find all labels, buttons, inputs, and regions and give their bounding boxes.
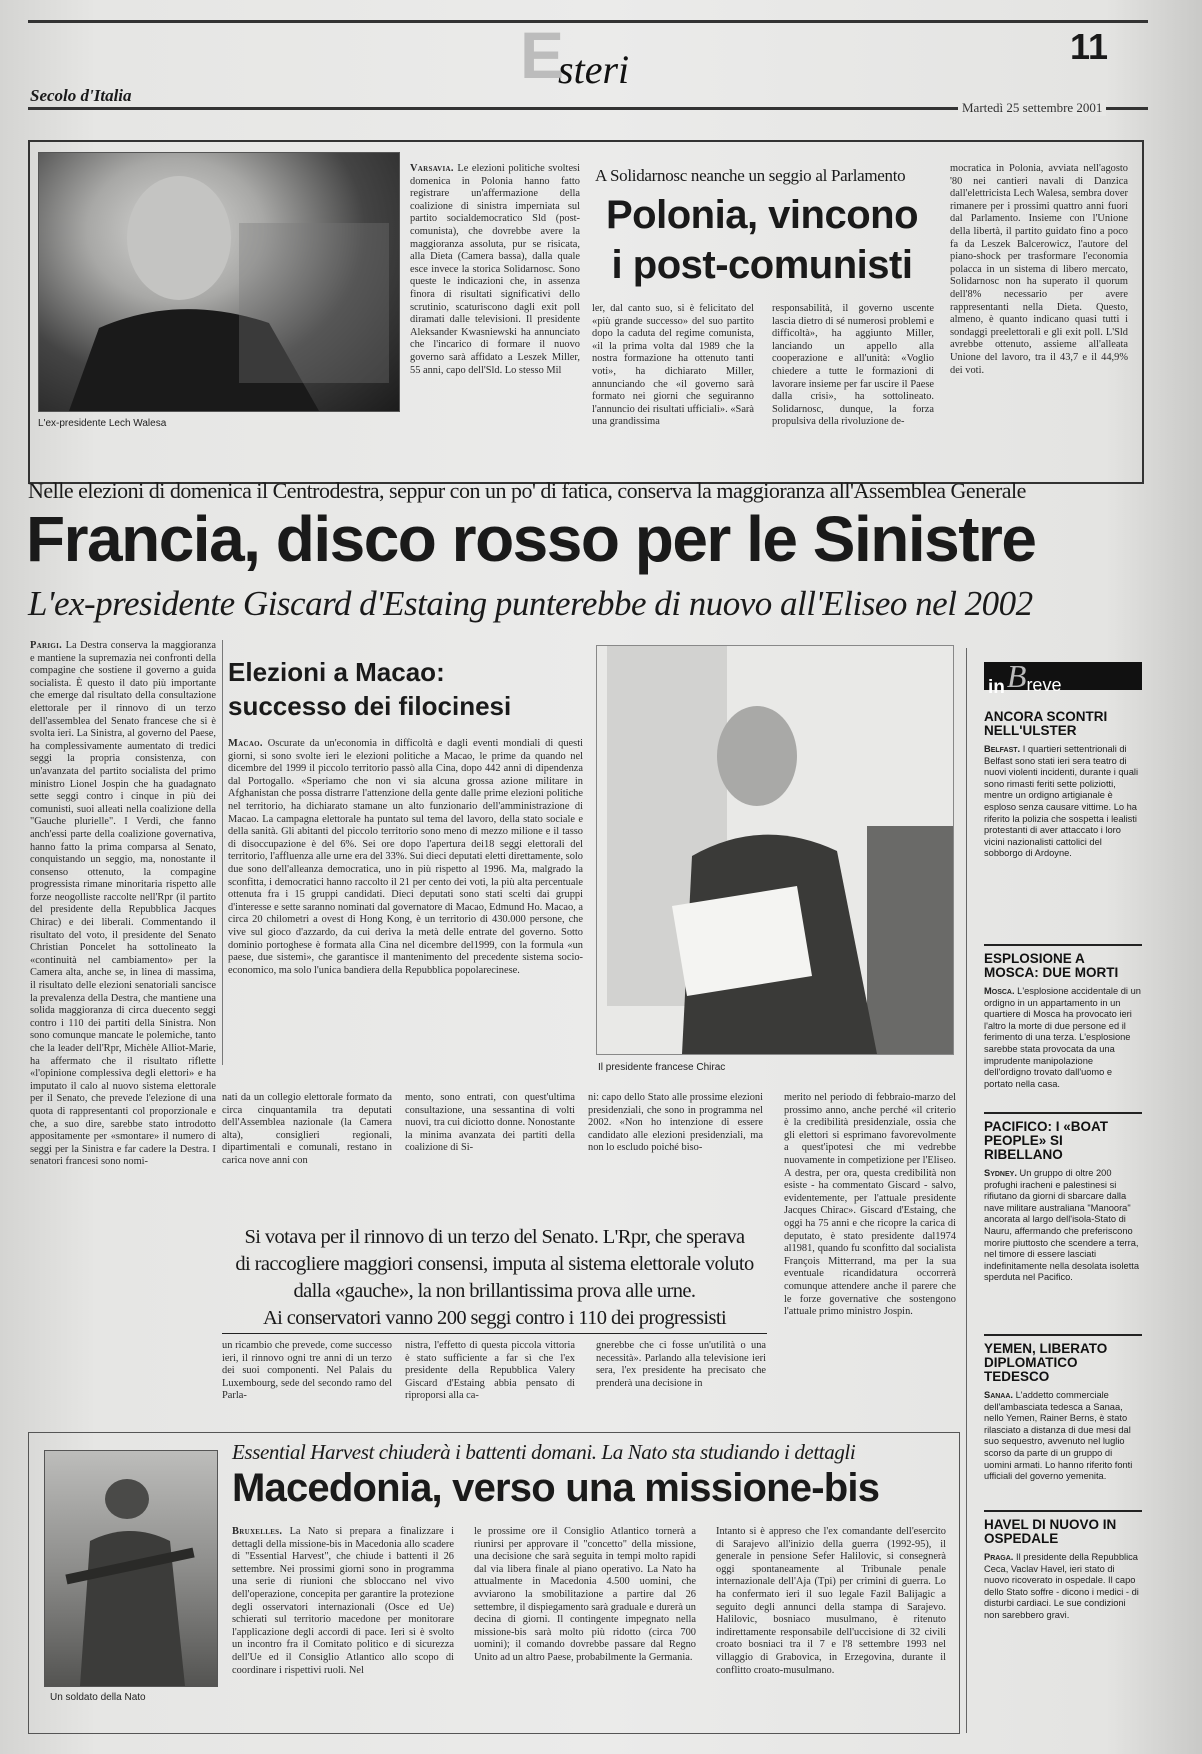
brevi-item	[984, 1510, 1142, 1725]
brevi-item-body: I quartieri settentrionali di Belfast sono stati ieri sera teatro di nuovi violenti incidenti, durante i quali sono rimasti feriti sette poliziotti, mentre un ordigno artigianale è esploso senza causare vittime. Lo ha riferito la polizia che sospetta i lealisti protestanti di aver attaccato i loro vicini nazionalisti cattolici del sobborgo di Ardoyne.	[984, 744, 1139, 859]
brevi-item	[984, 710, 1142, 938]
chirac-silhouette	[597, 646, 953, 1054]
polonia-dateline: Varsavia.	[410, 163, 454, 174]
brevi-header-initial: B	[1006, 658, 1027, 694]
francia-text-1: La Destra conserva la maggioranza e mantiene la supremazia nei confronti della compagine che sostiene il governo a guida socialista. È questo il dato più importante che emerge dal risultato della consultazione elettorale per il rinnovo di un terzo dell'assemblea del Senato francese che si è svolta ieri. La Sinistra, al governo del Paese, ha complessivamente aumentato di tredici seggi la propria consistenza, con un'avanzata del partito socialista del primo ministro Lionel Jospin che ha guadagnato sette seggi contro i cinque in più dei comunisti, suoi alleati nella coalizione della "Gauche plurielle". I Verdi, che fanno anch'essi parte della coalizione governativa, hanno fatto la prima comparsa al Senato, conquistando un seggio, ma, nonostante il consenso ottenuto, la compagine progressista rimane minoritaria rispetto alle forze neogolliste raccolte nell'Rpr (il partito del presidente della Repubblica Jacques Chirac) e dei liberali. Commentando il risultato del voto, il presidente del Senato Christian Poncelet ha sottolineato la «continuità nel cambiamento» per la Camera alta, anche se, in linea di massima, il risultato delle elezioni senatoriali sancisce la prevalenza della Destra, che mantiene una solida maggioranza di circa duecento seggi contro i 110 dei partiti della Sinistra. Non sono comunque mancate le polemiche, tanto che la leader dell'Rpr, Michèle Alliot-Marie, ha affermato che il risultato riflette «l'opinione complessiva degli elettori» e ha imputato il calo al nuovo sistema elettorale per il Senato, che prevede l'elezione di una quota di rappresentanti col proporzionale e che, a suo dire, sarebbe stato introdotto appositamente per «smontare» il numero di seggi per la Sinistra e far cadere la Destra. I senatori francesi sono nomi-	[30, 640, 216, 1168]
francia-bottom-col-2: nistra, l'effetto di questa piccola vittoria è stato sufficiente a far sì che l'ex presidente della Repubblica Valery Giscard d'Estaing abbia pensato di riproporsi alla ca-	[405, 1340, 575, 1402]
polonia-headline	[592, 190, 932, 290]
macedonia-col-3: Intanto si è appreso che l'ex comandante dell'esercito di Sarajevo all'inizio della guerra (1992-95), il generale in pensione Sefer Halilovic, si consegnerà oggi spontaneamente al Tribunale penale internazionale dell'Aja (Tpi) per crimini di guerra. Lo ha confermato ieri il suo legale Fazil Balijagic a seguito degli annunci della stampa di Sarajevo. Halilovic, bosniaco musulmano, è ritenuto indirettamente responsabile dell'uccisione di 32 civili croato bosniaci tra il 7 e l'8 settembre 1993 nel villaggio di Grabovica, in Erzegovina, durante il conflitto croato-musulmano.	[716, 1526, 946, 1676]
polonia-headline-line2: i post-comunisti	[611, 243, 913, 287]
issue-date: Martedì 25 settembre 2001	[958, 100, 1106, 116]
francia-col-5: merito nel periodo di febbraio-marzo del prossimo anno, anche perché «il criterio è la credibilità presidenziale, ossia che gli elettori si esprimano favorevolmente a quest'ipotesi che mi vedrebbe nuovamente in competizione per l'Eliseo. A destra, per ora, questa credibilità non esiste - ha commentato Giscard - salvo, evidentemente, per l'attuale presidente Jacques Chirac». Giscard d'Estaing, che oggi ha 75 anni e che ricopre la carica di deputato, è stato presidente dal1974 al1981, quando fu sconfitto dal socialista François Mitterrand, ma per la sua eventuale ricandidatura occorrerà comunque attendere anche il parere che le forze governative che sostengono l'attuale primo ministro Jospin.	[784, 1092, 956, 1318]
pullquote-line-3: dalla «gauche», la non brillantissima prova alle urne.	[293, 1280, 696, 1302]
brevi-item-title: ANCORA SCONTRI NELL'ULSTER	[984, 710, 1108, 738]
macedonia-headline: Macedonia, verso una missione-bis	[232, 1466, 880, 1510]
polonia-col-3: responsabilità, il governo uscente lascia dietro di sé numerosi problemi e difficoltà», ha aggiunto Miller, lanciando un appello alla cooperazione e all'unità: «Voglio chiedere a tutte le formazioni di lavorare insieme per far uscire il Paese dalla crisi», ha sottolineato. Solidarnosc, dunque, la forza propulsiva della rivoluzione de-	[772, 303, 934, 428]
macao-headline-line1: Elezioni a Macao:	[228, 657, 445, 687]
brevi-item-dateline: Praga.	[984, 1552, 1014, 1562]
macedonia-col-1	[232, 1526, 454, 1726]
polonia-col-2: ler, dal canto suo, si è felicitato del «più grande successo» del suo partito dopo la caduta del regime comunista, «il la prima volta dal 1989 che la nostra formazione ha ottenuto tanti voti», ha dichiarato Miller, annunciando che «il governo sarà formato nei giorni che seguiranno l'annuncio dei risultati ufficiali». «Sarà una grandissima	[592, 303, 754, 428]
brevi-item-body: Un gruppo di oltre 200 profughi iracheni e palestinesi si rifiutano da giorni di sbarcare dalla nave militare australiana "Manoora" ancorata al largo dell'isola-Stato di Nauru, affermando che preferiscono morire piuttosto che scendere a terra, nel timore di essere lasciati indefinitamente nella desolata isoletta sperduta nel Pacifico.	[984, 1168, 1140, 1283]
brevi-item-text	[984, 744, 1142, 860]
brevi-item	[984, 944, 1142, 1104]
nato-caption: Un soldato della Nato	[50, 1692, 146, 1703]
francia-col-3: mento, sono entrati, con quest'ultima consultazione, una sessantina di volti nuovi, tra cui diciotto donne. Nonostante la minima avanzata dei partiti della coalizione di Si-	[405, 1092, 575, 1154]
soldier-silhouette	[45, 1451, 217, 1686]
macedonia-kicker: Essential Harvest chiuderà i battenti domani. La Nato sta studiando i dettagli	[232, 1440, 856, 1464]
brevi-divider	[984, 944, 1142, 946]
francia-kicker: Nelle elezioni di domenica il Centrodestra, seppur con un po' di fatica, conserva la maggioranza all'Assemblea Generale	[28, 478, 1026, 503]
portrait-silhouette	[39, 153, 399, 411]
brevi-divider	[984, 1510, 1142, 1512]
francia-bottom-col-1: un ricambio che prevede, come successo ieri, il rinnovo ogni tre anni di un terzo dei suoi componenti. Nel Palais du Luxembourg, sede del secondo ramo del Parla-	[222, 1340, 392, 1402]
pullquote-line-1: Si votava per il rinnovo di un terzo del Senato. L'Rpr, che sperava	[244, 1226, 745, 1248]
macao-text	[228, 738, 583, 1066]
page-number: 11	[1070, 26, 1109, 67]
brevi-item-title: YEMEN, LIBERATO DIPLOMATICO TEDESCO	[984, 1341, 1108, 1384]
francia-col-2: nati da un collegio elettorale formato da circa cinquantamila tra deputati dell'Assemblea nazionale (la Camera alta), consiglieri regionali, dipartimentali e comunali, restano in carica nove anni con	[222, 1092, 392, 1166]
brevi-item-dateline: Belfast.	[984, 744, 1021, 754]
polonia-text-1: Le elezioni politiche svoltesi domenica in Polonia hanno fatto registrare un'affermazione della coalizione di sinistra imperniata sul partito socialdemocratico Sld (post-comunista), che dovrebbe avere la maggioranza assoluta, pur se risicata, alla Dieta (Camera bassa), dalla quale esce invece la storica Solidarnosc. Sono queste le indicazioni che, in assenza finora di risultati significativi dello scrutinio, scaturiscono dagli exit poll diramati dalle televisioni. Il presidente Aleksander Kwasniewski ha annunciato che l'incarico di formare il nuovo governo sarà affidato a Leszek Miller, 55 anni, capo dell'Sld. Lo stesso Mil	[410, 163, 580, 376]
francia-pullquote	[222, 1224, 767, 1332]
brevi-divider	[984, 1334, 1142, 1336]
pullquote-rule	[222, 1333, 767, 1334]
brevi-item-text	[984, 1552, 1142, 1622]
brevi-divider	[984, 1112, 1142, 1114]
brevi-item-body: L'addetto commerciale dell'ambasciata tedesca a Sanaa, nello Yemen, Rainer Berns, è stato rilasciato a distanza di due mesi dal suo sequestro, avvenuto nel luglio scorso da parte di un gruppo di uomini armati. Lo hanno riferito fonti ufficiali del governo yemenita.	[984, 1390, 1133, 1482]
francia-col-1	[30, 640, 216, 1372]
brevi-header-rest: reve	[1026, 675, 1062, 695]
francia-col-4: ni: capo dello Stato alle prossime elezioni presidenziali, che sono in programma nel 2002. «Non ho intenzione di essere candidato alle elezioni presidenziali, ma non lo escludo poiché biso-	[588, 1092, 763, 1154]
brevi-item	[984, 1334, 1142, 1504]
brevi-item-body: L'esplosione accidentale di un ordigno in un appartamento in un quartiere di Mosca ha provocato ieri l'altro la morte di due persone ed il ferimento di una terza. L'esplosione sarebbe stata provocata da una imprudente manipolazione dell'ordigno trovato dall'uomo e portato nella casa.	[984, 986, 1141, 1089]
chirac-photo	[596, 645, 954, 1055]
brevi-item-text	[984, 1390, 1142, 1483]
polonia-col-1	[410, 163, 580, 468]
brevi-item-dateline: Sydney.	[984, 1168, 1017, 1178]
section-rest: steri	[558, 47, 630, 92]
section-initial: E	[520, 18, 565, 92]
polonia-col-4: mocratica in Polonia, avviata nell'agosto '80 nei cantieri navali di Danzica dall'elettricista Lech Walesa, sembra dover rimanere per i prossimi quattro anni fuori dal Parlamento. Insieme con l'Unione della libertà, il partito guidato fino a poco fa da Leszek Balcerowicz, l'autore del piano-shock per trasformare l'economia polacca in un sistema di libero mercato, Solidarnosc non ha superato il quorum dell'8% necessario per avere rappresentanti nella Dieta. Questo, almeno, è quanto indicano quasi tutti i sondaggi preelettorali e gli exit poll. L'Sld avrebbe ottenuto, assieme all'alleata Unione del lavoro, tra il 43,7 e il 44,9% dei voti.	[950, 163, 1128, 376]
brevi-item-text	[984, 1168, 1142, 1284]
macao-dateline: Macao.	[228, 738, 263, 749]
chirac-caption: Il presidente francese Chirac	[598, 1062, 726, 1073]
macao-headline-line2: successo dei filocinesi	[228, 691, 512, 721]
francia-subhead: L'ex-presidente Giscard d'Estaing punterebbe di nuovo all'Eliseo nel 2002	[28, 584, 1033, 623]
brevi-item-text	[984, 986, 1142, 1090]
brevi-item-dateline: Mosca.	[984, 986, 1015, 996]
brevi-header-prefix: in	[988, 677, 1005, 698]
pullquote-line-2: di raccogliere maggiori consensi, imputa al sistema elettorale voluto	[235, 1253, 754, 1275]
top-rule	[28, 20, 1148, 23]
macedonia-col-2: le prossime ore il Consiglio Atlantico tornerà a riunirsi per approvare il "concetto" della missione, una decisione che sarà seguita in tempi molto rapidi dal via libera finale al piano operativo. La Nato ha attualmente in Macedonia 4.500 uomini, che avviarono la smobilitazione a partire dal 26 settembre, il dispiegamento sarà graduale e durerà un decina di giorni. Il contingente impegnato nella missione-bis sarà molto più ridotto (circa 700 uomini); il comando dovrebbe passare dal Regno Unito ad un altro Paese, probabilmente la Germania.	[474, 1526, 696, 1663]
brevi-item	[984, 1112, 1142, 1327]
brevi-item-title: HAVEL DI NUOVO IN OSPEDALE	[984, 1517, 1117, 1546]
brevi-item-title: PACIFICO: I «BOAT PEOPLE» SI RIBELLANO	[984, 1119, 1108, 1162]
brevi-item-title: ESPLOSIONE A MOSCA: DUE MORTI	[984, 951, 1119, 980]
macedonia-dateline: Bruxelles.	[232, 1526, 283, 1537]
pullquote-line-4: Ai conservatori vanno 200 seggi contro i 110 dei progressisti	[262, 1307, 727, 1329]
polonia-headline-line1: Polonia, vincono	[605, 193, 919, 237]
walesa-caption: L'ex-presidente Lech Walesa	[38, 418, 167, 429]
walesa-photo	[38, 152, 400, 412]
brevi-item-body: Il presidente della Repubblica Ceca, Vaclav Havel, ieri stato di nuovo ricoverato in ospedale. Il capo dello Stato soffre - dicono i medici - di disturbi cardiaci. Le sue condizioni non sarebbero gravi.	[984, 1552, 1139, 1620]
section-title	[520, 18, 630, 92]
newspaper-name: Secolo d'Italia	[30, 86, 132, 105]
macedonia-text-1: La Nato si prepara a finalizzare i dettagli della missione-bis in Macedonia allo scadere di "Essential Harvest", che chiude i battenti il 26 settembre. Nei prossimi giorni sono in programma una serie di riunioni che sbloccano nel vivo dell'operazione, concepita per garantire la protezione degli osservatori internazionali (Osce ed Ue) schierati sul territorio macedone per monitorare l'applicazione degli accordi di pace. Ieri si è svolto un incontro fra il Comitato politico e di sicurezza dell'Ue ed il Consiglio Atlantico allo scopo di coordinare i rispettivi ruoli. Nel	[232, 1526, 454, 1676]
francia-headline: Francia, disco rosso per le Sinistre	[26, 503, 1036, 575]
brevi-item-dateline: Sanaa.	[984, 1390, 1014, 1400]
francia-dateline: Parigi.	[30, 640, 63, 651]
brevi-header	[984, 658, 1142, 698]
macao-body: Oscurate da un'economia in difficoltà e dagli eventi mondiali di questi giorni, si sono svolte ieri le elezioni politiche a Macao, le prime da quando nel dicembre del 1999 il piccolo territorio passò alla Cina, dopo 442 anni di dipendenza dal Portogallo. «Speriamo che non vi sia alcuna grossa azione militare in Afghanistan che possa distrarre l'attenzione della gente dalle prime elezioni politiche nel territorio, ha dichiarato stamane un alto funzionario dell'amministrazione di Macao. La campagna elettorale ha puntato sul tema del lavoro, della stato sociale e della sanità. Gli abitanti del piccolo territorio sono meno di mezzo milione e il tasso di disoccupazione è del 6%. Sei ore dopo l'apertura dei18 seggi elettorali del territorio, l'affluenza alle urne era del 33%. Sui dieci deputati eletti direttamente, solo due sono dell'alleanza democratica, uno in più rispetto al 1996. Ma, malgrado la sconfitta, i democratici hanno raccolto il 21 per cento dei voti, la più alta percentuale ottenuta fra i 15 gruppi candidati. Dieci deputati sono stati scelti dai gruppi d'interesse e sette saranno nominati dal governatore di Macao, Edmund Ho. Macao, a circa 20 chilometri a ovest di Hong Kong, è un territorio di 430.000 persone, che vive sul gioco d'azzardo, da cui deriva la metà delle entrate del governo. Sotto dominio portoghese è formata alla Cina nel dicembre del1999, con la formula «un paese, due sistemi», che garantisce il mantenimento del precedente sistema socio-economico, ma solo l'unica bandiera della Repubblica popolarecinese.	[228, 738, 583, 976]
nato-soldier-photo	[44, 1450, 218, 1687]
polonia-kicker: A Solidarnosc neanche un seggio al Parlamento	[595, 166, 906, 185]
francia-bottom-col-3: gnerebbe che ci fosse un'utilità o una necessità». Parlando alla televisione ieri sera, l'ex presidente ha precisato che prenderà una decisione in	[596, 1340, 766, 1389]
macao-headline	[228, 655, 511, 723]
